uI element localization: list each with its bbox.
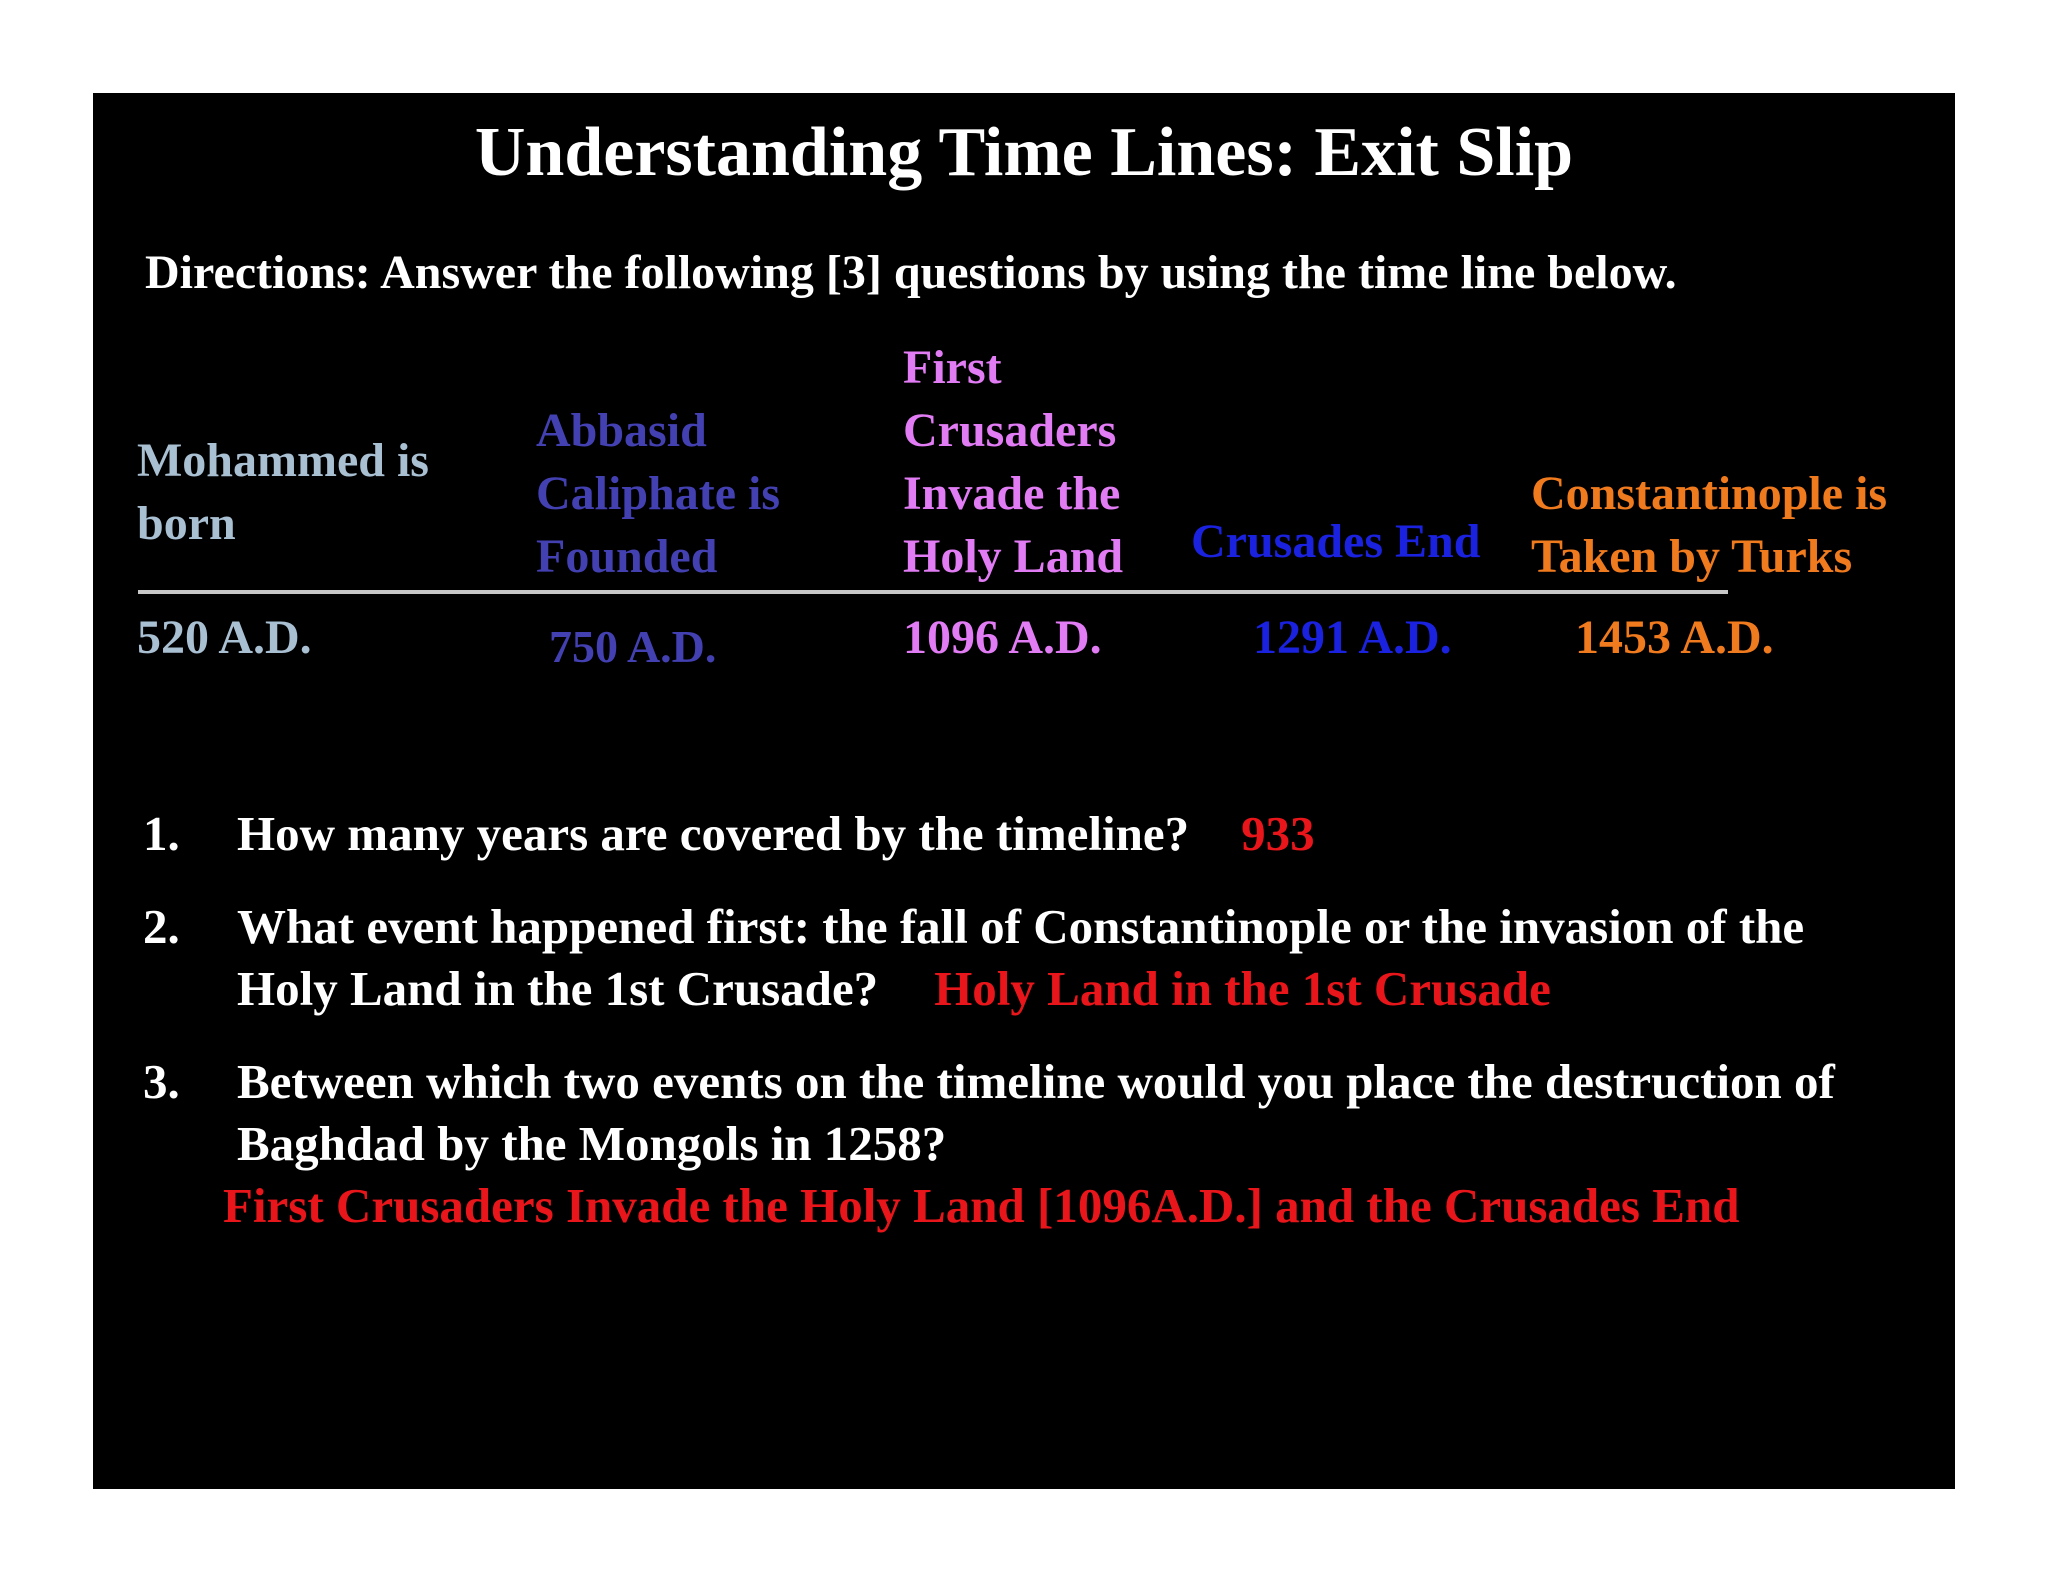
slide — [93, 93, 1955, 1489]
timeline-date-520: 520 A.D. — [137, 611, 312, 664]
timeline-date-1291: 1291 A.D. — [1253, 611, 1452, 664]
slide-title: Understanding Time Lines: Exit Slip — [474, 114, 1574, 191]
timeline-event-constantinople — [1531, 462, 1887, 588]
timeline-axis-line — [138, 590, 1728, 594]
timeline-date-1096: 1096 A.D. — [903, 611, 1102, 664]
event-label-line: Crusades End — [1191, 515, 1481, 568]
event-label-line: Invade the — [903, 467, 1121, 520]
question-line: Between which two events on the timeline would you place the destruction of — [237, 1054, 1835, 1109]
question-number: 3. — [143, 1054, 180, 1109]
directions-text: Directions: Answer the following [3] questions by using the time line below. — [145, 246, 1677, 299]
answer-text: Holy Land in the 1st Crusade — [934, 961, 1551, 1016]
question-line: Baghdad by the Mongols in 1258? — [237, 1116, 947, 1171]
timeline-event-mohammed — [137, 429, 429, 555]
timeline-event-abbasid — [536, 399, 780, 588]
timeline-date-750: 750 A.D. — [549, 621, 717, 672]
event-label-line: Holy Land — [903, 530, 1124, 583]
question-line: What event happened first: the fall of Constantinople or the invasion of the — [237, 899, 1805, 954]
event-label-line: First — [903, 341, 1002, 394]
question-line: Holy Land in the 1st Crusade? — [237, 961, 879, 1016]
event-label-line: Crusaders — [903, 404, 1117, 457]
answer-text: First Crusaders Invade the Holy Land [1096A.D.] and the Crusades End — [223, 1178, 1740, 1233]
answer-text: 933 — [1241, 806, 1315, 861]
event-label-line: born — [137, 497, 236, 550]
event-label-line: Mohammed is — [137, 434, 429, 487]
question-text — [237, 803, 1315, 865]
event-label-line: Constantinople is — [1531, 467, 1888, 520]
event-label-line: Caliphate is — [536, 467, 781, 520]
question-number: 2. — [143, 899, 180, 954]
question-text — [237, 896, 1804, 1020]
question-line: How many years are covered by the timeline? — [237, 806, 1190, 861]
question-text — [237, 1051, 1835, 1175]
event-label-line: Abbasid — [536, 404, 707, 457]
timeline-date-1453: 1453 A.D. — [1575, 611, 1774, 664]
event-label-line: Founded — [536, 530, 718, 583]
timeline-event-crusades-end — [1191, 510, 1480, 573]
timeline-event-first-crusaders — [903, 336, 1123, 588]
question-number: 1. — [143, 806, 180, 861]
event-label-line: Taken by Turks — [1531, 530, 1853, 583]
